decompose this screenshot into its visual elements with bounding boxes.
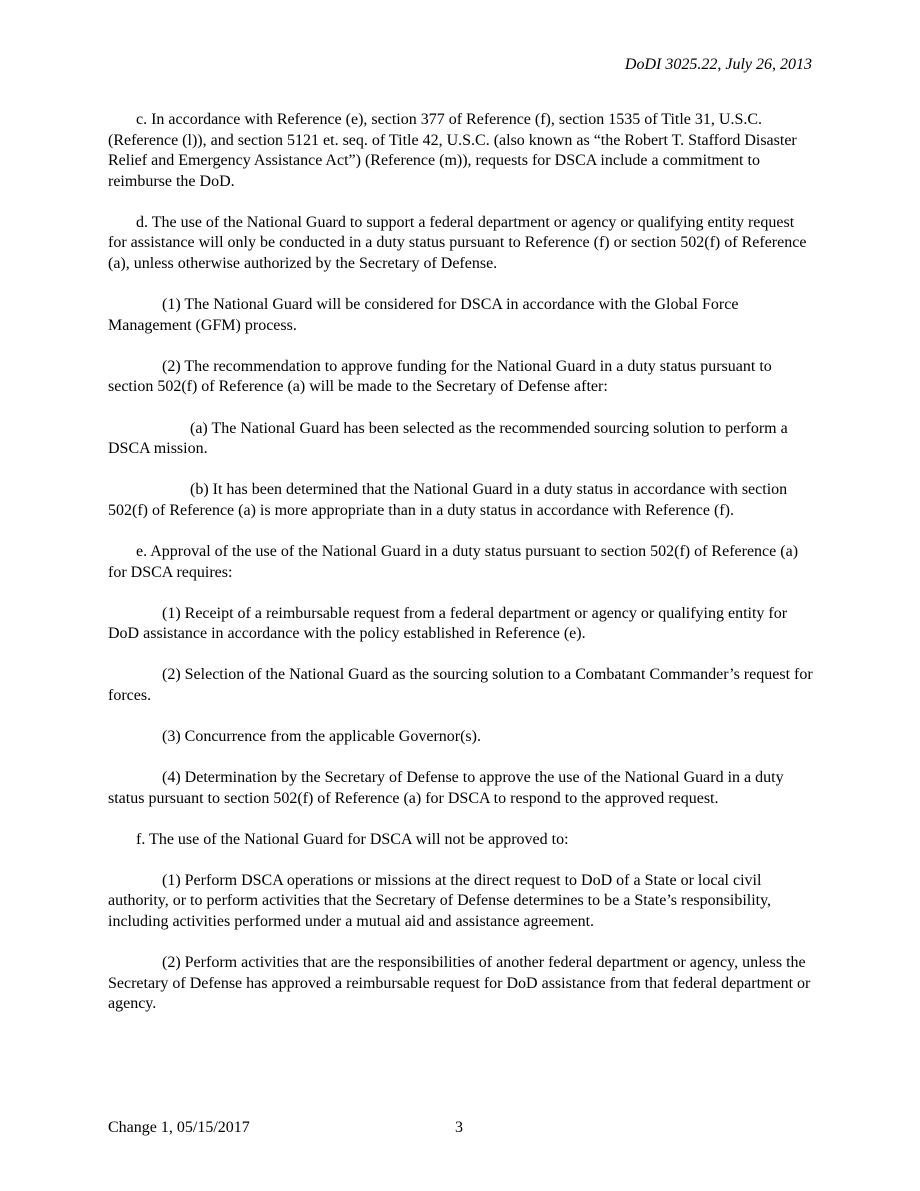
footer-change-date: Change 1, 05/15/2017 — [108, 1119, 250, 1136]
paragraph-e-3: (3) Concurrence from the applicable Governor(s). — [162, 727, 481, 745]
paragraph-e-4: (4) Determination by the Secretary of Defense to approve the use of the National Guard in a duty status pursuant to section 502(f) of Reference (a) for DSCA to respond to the approved request. — [108, 769, 784, 807]
document-body — [108, 110, 816, 1035]
paragraph-e: e. Approval of the use of the National Guard in a duty status pursuant to section 502(f) of Reference (a) for DSCA requires: — [108, 542, 799, 581]
paragraph-e-1: (1) Receipt of a reimbursable request from a federal department or agency or qualifying entity for DoD assistance in accordance with the policy established in Reference (e). — [108, 604, 788, 643]
paragraph-d-1: (1) The National Guard will be considered for DSCA in accordance with the Global Force Management (GFM) process. — [108, 296, 739, 334]
page-header: DoDI 3025.22, July 26, 2013 — [624, 56, 812, 73]
paragraph-d-2-a: (a) The National Guard has been selected as the recommended sourcing solution to perform a DSCA mission. — [108, 419, 788, 458]
footer-page-number: 3 — [455, 1119, 463, 1136]
paragraph-f-1: (1) Perform DSCA operations or missions at the direct request to DoD of a State or local civil authority, or to perform activities that the Secretary of Defense determines to be a State’s responsibility, including activities performed under a mutual aid and assistance agreement. — [108, 871, 772, 931]
paragraph-c: c. In accordance with Reference (e), section 377 of Reference (f), section 1535 of Title 31, U.S.C. (Reference (l)), and section 5121 et. seq. of Title 42, U.S.C. (also known as “the Robert T. Stafford Disaster Relief and Emergency Assistance Act”) (Reference (m)), requests for DSCA include a commitment to reimburse the DoD. — [108, 111, 797, 190]
paragraph-d: d. The use of the National Guard to support a federal department or agency or qualifying entity request for assistance will only be conducted in a duty status pursuant to Reference (f) or section 502(f) of Reference (a), unless otherwise authorized by the Secretary of Defense. — [108, 213, 807, 273]
paragraph-f: f. The use of the National Guard for DSCA will not be approved to: — [136, 830, 569, 848]
paragraph-f-2: (2) Perform activities that are the responsibilities of another federal department or agency, unless the Secretary of Defense has approved a reimbursable request for DoD assistance from that federal department or agency. — [108, 954, 811, 1013]
paragraph-e-2: (2) Selection of the National Guard as the sourcing solution to a Combatant Commander’s request for forces. — [108, 666, 813, 704]
paragraph-d-2: (2) The recommendation to approve funding for the National Guard in a duty status pursuant to section 502(f) of Reference (a) will be made to the Secretary of Defense after: — [108, 357, 772, 396]
paragraph-d-2-b: (b) It has been determined that the National Guard in a duty status in accordance with section 502(f) of Reference (a) is more appropriate than in a duty status in accordance with Reference (f). — [108, 481, 788, 519]
